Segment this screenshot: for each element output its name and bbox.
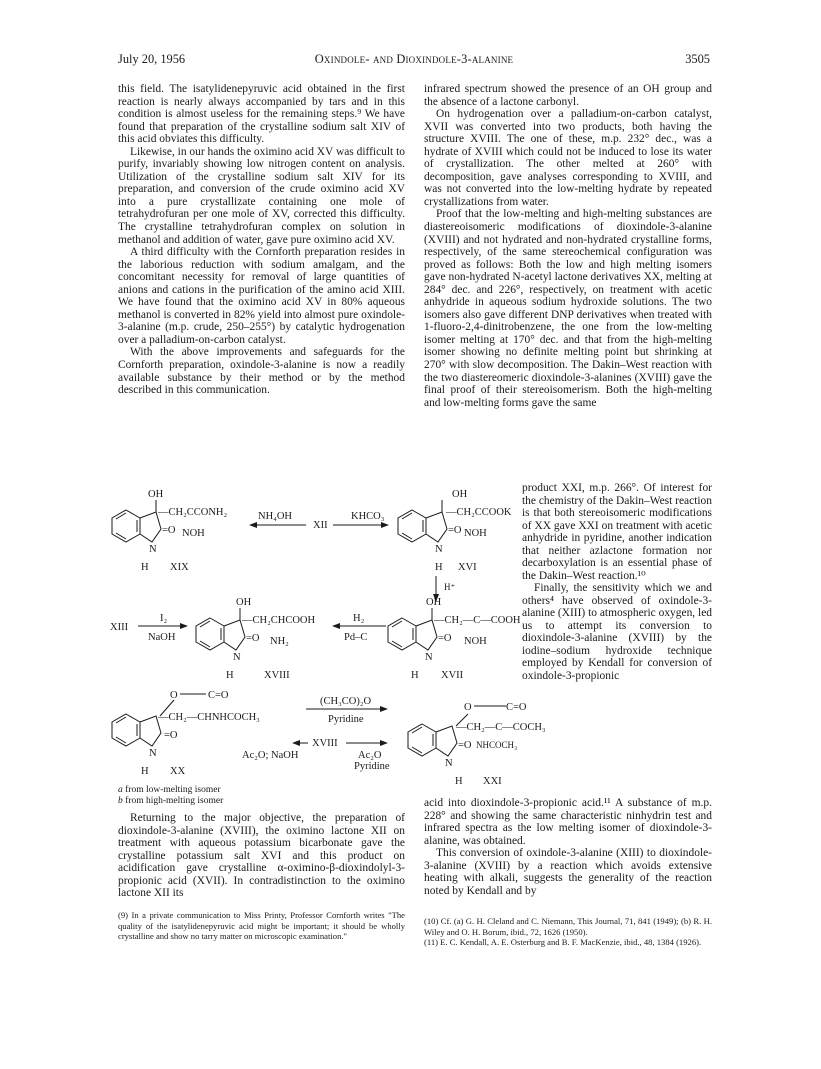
footnote-10: (10) Cf. (a) G. H. Cleland and C. Niemann, This Journal, 71, 841 (1949); (b) R. H. Wiley and O. H. Borum, ibid., 72, 1626 (1950). bbox=[424, 916, 712, 937]
right-paragraph-5: This conversion of oxindole-3-alanine (XIII) to dioxindole-3-alanine (XVIII) by a reaction which avoids extensive heating with alkali, suggests the generality of the reaction noted by Kendall and by bbox=[424, 847, 712, 897]
legend-a: a from low-melting isomer bbox=[118, 785, 221, 795]
compound-XVII bbox=[388, 597, 521, 681]
XVII-oh: OH bbox=[426, 597, 442, 608]
left-paragraph-1: this field. The isatylidenepyruvic acid obtained in the first reaction is nearly always accompanied by tars and in this condition is almost useless for the remaining steps.⁹ We have found that preparation of the crystalline sodium salt XIV of this acid obviates this difficulty. bbox=[118, 83, 405, 146]
XVII-n: N bbox=[425, 652, 433, 663]
XXI-o: O bbox=[464, 702, 472, 713]
XVIII-oh: OH bbox=[236, 597, 252, 608]
reagent-iodine: I₂ bbox=[160, 613, 168, 624]
XVI-oxo: =O bbox=[448, 525, 462, 536]
footnote-right bbox=[424, 916, 712, 948]
XVI-noh: NOH bbox=[464, 528, 487, 539]
left-paragraph-5: Returning to the major objective, the preparation of dioxindole-3-alanine (XVIII), the oximino lactone XII on treatment with aqueous potassium bicarbonate gave the crystalline potassium salt XVI and this product on acidification gave crystalline α-oximino-β-dioxindolyl-3-propionic acid (XVII). In contradistinction to the oximino lactone XII its bbox=[118, 812, 405, 900]
XX-co: C=O bbox=[208, 690, 229, 701]
XX-h: H bbox=[141, 766, 149, 777]
XIX-oxo: =O bbox=[162, 525, 176, 536]
footnote-11: (11) E. C. Kendall, A. E. Osterburg and B. F. MacKenzie, ibid., 48, 1384 (1926). bbox=[424, 937, 702, 948]
XXI-oxo: =O bbox=[458, 740, 472, 751]
header-date: July 20, 1956 bbox=[118, 52, 186, 66]
XVII-noh: NOH bbox=[464, 636, 487, 647]
XIX-noh: NOH bbox=[182, 528, 205, 539]
reagent-ac2o: Ac₂O bbox=[358, 750, 382, 761]
reagent-ac2o-naoh: Ac₂O; NaOH bbox=[242, 750, 299, 761]
right-column-bottom bbox=[424, 797, 712, 897]
XVI-side: —CH₂CCOOK bbox=[446, 507, 512, 518]
right-paragraph-3: Proof that the low-melting and high-melting substances are diastereoisomeric modifications of dioxindole-3-alanine (XVIII) and not hydrated and non-hydrated crystalline forms, respectively, of the same stereochemical configuration was proved as follows: Both the low and high melting isomers gave non-hydrated N-acetyl lactone derivatives XX, melting at 284° dec. and 226°, respectively, on treatment with acetic anhydride in aqueous sodium hydroxide solutions. The two isomers also gave different DNP derivatives when treated with 1-fluoro-2,4-dinitrobenzene, the one from the low-melting isomer melting at 170° dec. and that from the high-melting isomer showing no definite melting point but shrinking at 270° with slow decomposition. The Dakin–West reaction with the two diastereomeric dioxindole-3-alanines (XVIII) gave the final proof of their stereoisomerism. Both the high-melting and low-melting forms gave the same bbox=[424, 208, 712, 409]
XIX-n: N bbox=[149, 544, 157, 555]
footnote-left bbox=[118, 910, 405, 942]
XVI-h: H bbox=[435, 562, 443, 573]
left-paragraph-4: With the above improvements and safeguards for the Cornforth preparation, oxindole-3-alanine is now a readily available substance by their method or by the method described in this communication. bbox=[118, 346, 405, 397]
left-column bbox=[118, 83, 405, 397]
reagent-xviii: XVIII bbox=[312, 738, 338, 749]
XVII-side: —CH₂—C—COOH bbox=[434, 615, 521, 626]
XXI-co: C=O bbox=[506, 702, 527, 713]
XVIII-h: H bbox=[226, 670, 234, 681]
right-paragraph-4b: acid into dioxindole-3-propionic acid.¹¹ A substance of m.p. 228° and showing the same characteristic ninhydrin test and infrared spectra as the low melting isomer of dioxindole-3-alanine, was obtained. bbox=[424, 797, 712, 847]
XXI-nhac: NHCOCH₃ bbox=[476, 740, 518, 750]
compound-XXI bbox=[408, 702, 546, 787]
reagent-pdc: Pd–C bbox=[344, 632, 368, 643]
reagent-naoh: NaOH bbox=[148, 632, 176, 643]
scheme-legend bbox=[118, 785, 223, 806]
XVI-oh: OH bbox=[452, 489, 468, 500]
legend-b: b from high-melting isomer bbox=[118, 795, 224, 806]
left-paragraph-3: A third difficulty with the Cornforth preparation resides in the laborious reduction with sodium amalgam, and the concomitant necessity for removal of large quantities of anions and cations in the purification of the amino acid XIII. We have found that the oximino acid XV in 80% aqueous methanol is converted in 82% yield into almost pure oxindole-3-alanine (m.p. crude, 250–255°) by catalytic hydrogenation over a palladium-on-carbon catalyst. bbox=[118, 246, 405, 346]
XVIII-nh2: NH₂ bbox=[270, 636, 289, 647]
XIX-h: H bbox=[141, 562, 149, 573]
right-paragraph-1: infrared spectrum showed the presence of an OH group and the absence of a lactone carbonyl. bbox=[424, 83, 712, 108]
page-number: 3505 bbox=[685, 52, 710, 66]
footnote-9: (9) In a private communication to Miss Printy, Professor Cornforth writes "The quality of the isatylidenepyruvic acid might be important; it should be wholly crystalline and show no tarry matter on microscopic examination." bbox=[118, 910, 405, 942]
reagent-hplus: H⁺ bbox=[444, 582, 456, 592]
header-title: Oxindole- and Dioxindole-3-alanine bbox=[314, 52, 514, 66]
XVII-oxo: =O bbox=[438, 633, 452, 644]
XIX-label: XIX bbox=[170, 562, 189, 573]
right-paragraph-2: On hydrogenation over a palladium-on-carbon catalyst, XVII was converted into two products, both having the structure XVIII. The one of these, m.p. 232° dec., was a hydrate of XVIII which could not be induced to lose its water of crystallization. The other melted at 260° with decomposition, gave analyses corresponding to XVIII, and was not converted into the low-melting hydrate by repeated crystallizations from water. bbox=[424, 108, 712, 208]
XVIII-n: N bbox=[233, 652, 241, 663]
reaction-scheme bbox=[108, 478, 546, 796]
reagent-h2: H₂ bbox=[353, 613, 365, 624]
right-column-wrap bbox=[522, 482, 712, 682]
right-paragraph-4: Finally, the sensitivity which we and others⁴ have observed of oxindole-3-alanine (XIII) to atmospheric oxygen, led us to attempt its conversion to dioxindole-3-alanine (XVIII) by the iodine–sodium hydroxide technique employed by Kendall for conversion of oxindole-3-propionic bbox=[522, 582, 712, 682]
reagent-pyridine: Pyridine bbox=[328, 714, 364, 725]
XVIII-side: —CH₂CHCOOH bbox=[242, 615, 316, 626]
XX-n: N bbox=[149, 748, 157, 759]
compound-XX bbox=[112, 690, 260, 777]
XXI-side: —CH₂—C—COCH₃ bbox=[456, 722, 546, 733]
XX-oxo: =O bbox=[164, 730, 178, 741]
compound-XVIII bbox=[196, 597, 316, 681]
right-paragraph-3b: product XXI, m.p. 266°. Of interest for the chemistry of the Dakin–West reaction is that both stereoisomeric modifications of XX gave XXI on treatment with acetic anhydride in pyridine, another indication that neither azlactone formation nor decarboxylation is an essential phase of the Dakin–West reaction.¹⁰ bbox=[522, 482, 712, 582]
reagent-nh4oh: NH₄OH bbox=[258, 511, 292, 522]
XVI-label: XVI bbox=[458, 562, 477, 573]
reagent-acetic-anhydride: (CH₃CO)₂O bbox=[320, 696, 372, 707]
XXI-h: H bbox=[455, 776, 463, 787]
XX-label: XX bbox=[170, 766, 186, 777]
left-column-bottom bbox=[118, 812, 405, 900]
XIX-side: —CH₂CCONH₂ bbox=[158, 507, 228, 518]
XX-o: O bbox=[170, 690, 178, 701]
reagent-pyridine-2: Pyridine bbox=[354, 761, 390, 772]
reagent-xiii: XIII bbox=[110, 622, 129, 633]
reagent-khco3: KHCO₃ bbox=[351, 511, 385, 522]
right-column bbox=[424, 83, 712, 409]
XIX-oh: OH bbox=[148, 489, 164, 500]
reagent-xii: XII bbox=[313, 520, 328, 531]
XXI-n: N bbox=[445, 758, 453, 769]
running-header bbox=[118, 52, 710, 68]
XVIII-oxo: =O bbox=[246, 633, 260, 644]
compound-XVI bbox=[398, 489, 512, 573]
XVI-n: N bbox=[435, 544, 443, 555]
XVIII-label: XVIII bbox=[264, 670, 290, 681]
XVII-h: H bbox=[411, 670, 419, 681]
XX-side: —CH₂—CHNHCOCH₃ bbox=[158, 712, 260, 723]
compound-XIX bbox=[112, 489, 228, 573]
XVII-label: XVII bbox=[441, 670, 464, 681]
XXI-label: XXI bbox=[483, 776, 502, 787]
left-paragraph-2: Likewise, in our hands the oximino acid XV was difficult to purify, invariably showing low nitrogen content on analysis. Utilization of the crystalline sodium salt XIV for its preparation, and conversion of the crude oximino acid XV into a pure crystallizate containing one mole of tetrahydrofuran per one mole of XV, corrected this difficulty. The crystalline tetrahydrofuran complex on solution in methanol and addition of water, gave pure oximino acid XV. bbox=[118, 145, 405, 246]
